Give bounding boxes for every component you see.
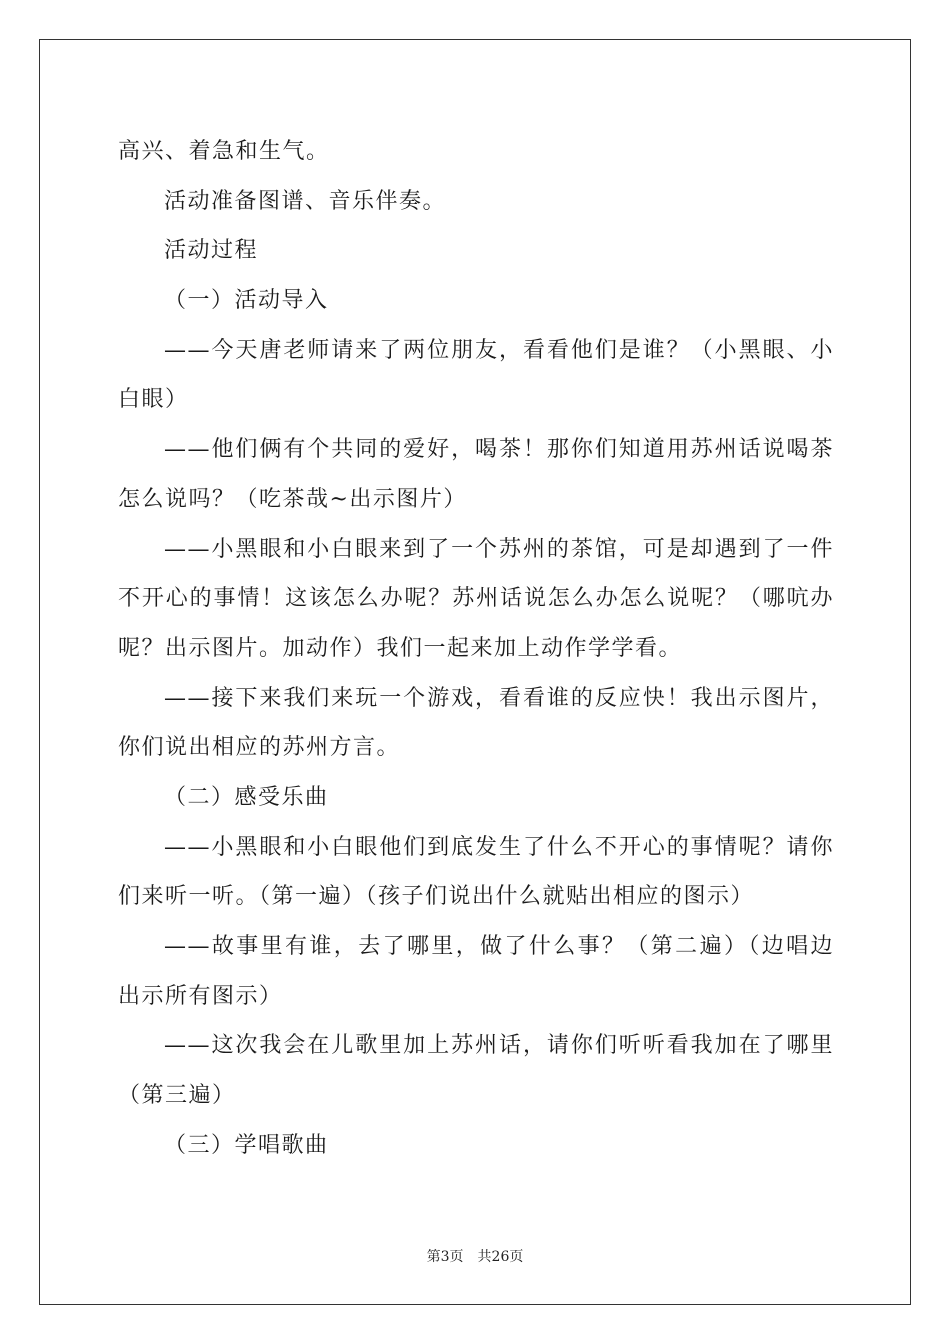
text-line: 呢？出示图片。加动作）我们一起来加上动作学学看。 [118,635,683,661]
text-line: ——故事里有谁，去了哪里，做了什么事？（第二遍）（边唱边 [164,934,834,959]
text-line: 出示所有图示） [118,983,283,1009]
page-number: 第3页 [426,1249,464,1265]
text-line: 们来听一听。（第一遍）（孩子们说出什么就贴出相应的图示） [118,884,755,910]
text-line: ——今天唐老师请来了两位朋友，看看他们是谁？（小黑眼、小 [164,337,834,363]
text-line: 怎么说吗？（吃茶哉~出示图片） [118,486,467,512]
document-body [118,127,834,1170]
page-total: 共26页 [477,1249,524,1265]
text-line: 你们说出相应的苏州方言。 [118,735,401,761]
text-line: 不开心的事情！这该怎么办呢？苏州话说怎么办怎么说呢？（哪吭办 [118,586,834,612]
text-line: （二）感受乐曲 [164,784,329,810]
text-line: ——接下来我们来玩一个游戏，看看谁的反应快！我出示图片， [164,685,834,711]
text-line: 活动过程 [164,238,259,264]
page-footer [0,1246,950,1266]
text-line: 活动准备图谱、音乐伴奏。 [164,188,447,214]
text-line: ——小黑眼和小白眼来到了一个苏州的茶馆，可是却遇到了一件 [164,536,834,562]
text-line: ——他们俩有个共同的爱好，喝茶！那你们知道用苏州话说喝茶 [164,437,834,463]
text-line: ——小黑眼和小白眼他们到底发生了什么不开心的事情呢？请你 [164,834,834,860]
text-line: 白眼） [118,387,189,413]
text-line: （第三遍） [118,1083,236,1109]
text-line: （三）学唱歌曲 [164,1132,329,1158]
text-line: 高兴、着急和生气。 [118,139,330,164]
text-line: ——这次我会在儿歌里加上苏州话，请你们听听看我加在了哪里 [164,1033,834,1059]
text-line: （一）活动导入 [164,288,329,314]
